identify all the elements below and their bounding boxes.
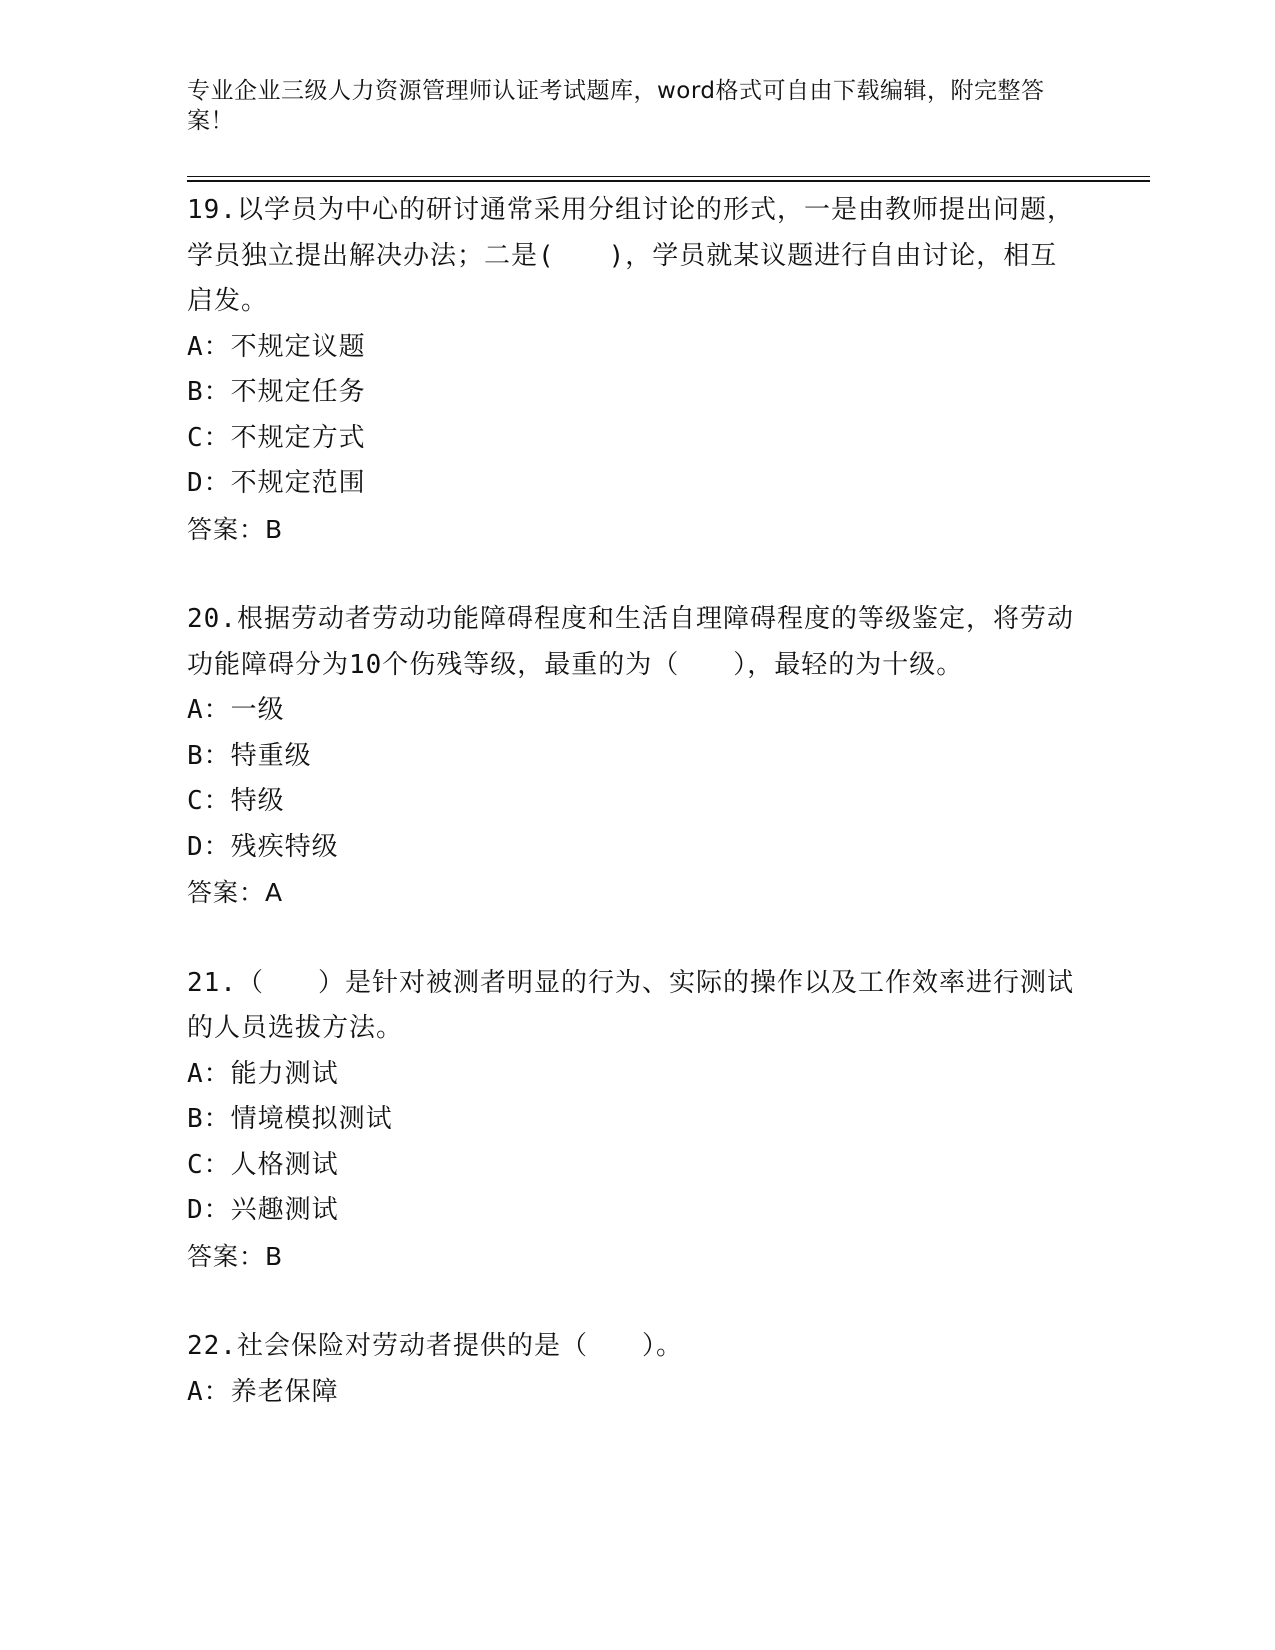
option-a: A：能力测试 — [187, 1058, 339, 1089]
option-d: D：不规定范围 — [187, 468, 366, 498]
question-text: 21.（ ）是针对被测者明显的行为、实际的操作以及工作效率进行测试的人员选拔方法。 — [187, 967, 1074, 1043]
option-d: D：残疾特级 — [187, 831, 339, 862]
option-c: C：特级 — [187, 786, 285, 816]
answer: 答案：B — [187, 514, 284, 544]
header-divider-thick — [187, 180, 1150, 182]
question-text: 20.根据劳动者劳动功能障碍程度和生活自理障碍程度的等级鉴定，将劳动功能障碍分为10个伤残等级，最重的为（ ），最轻的为十级。 — [187, 604, 1074, 680]
answer: 答案：B — [187, 1241, 284, 1271]
page-header: 专业企业三级人力资源管理师认证考试题库，word格式可自由下载编辑，附完整答案！ — [187, 78, 1045, 134]
question-20 — [187, 597, 1077, 916]
option-a: A：养老保障 — [187, 1376, 339, 1407]
option-a: A：不规定议题 — [187, 331, 366, 362]
question-19 — [187, 188, 1077, 552]
option-b: B：特重级 — [187, 740, 312, 771]
question-21 — [187, 961, 1077, 1280]
option-d: D：兴趣测试 — [187, 1195, 339, 1225]
option-c: C：人格测试 — [187, 1149, 339, 1180]
question-list — [187, 188, 1077, 1415]
question-22 — [187, 1324, 1077, 1415]
header-divider-thin — [187, 176, 1150, 177]
option-b: B：情境模拟测试 — [187, 1104, 393, 1134]
answer: 答案：A — [187, 878, 284, 907]
option-c: C：不规定方式 — [187, 422, 366, 453]
question-spacer — [187, 1279, 1077, 1324]
option-b: B：不规定任务 — [187, 377, 366, 407]
question-text: 19.以学员为中心的研讨通常采用分组讨论的形式，一是由教师提出问题，学员独立提出解决办法；二是( )，学员就某议题进行自由讨论，相互启发。 — [187, 195, 1074, 316]
option-a: A：一级 — [187, 695, 285, 725]
question-spacer — [187, 916, 1077, 961]
question-text: 22.社会保险对劳动者提供的是（ ）。 — [187, 1331, 683, 1361]
question-spacer — [187, 552, 1077, 597]
